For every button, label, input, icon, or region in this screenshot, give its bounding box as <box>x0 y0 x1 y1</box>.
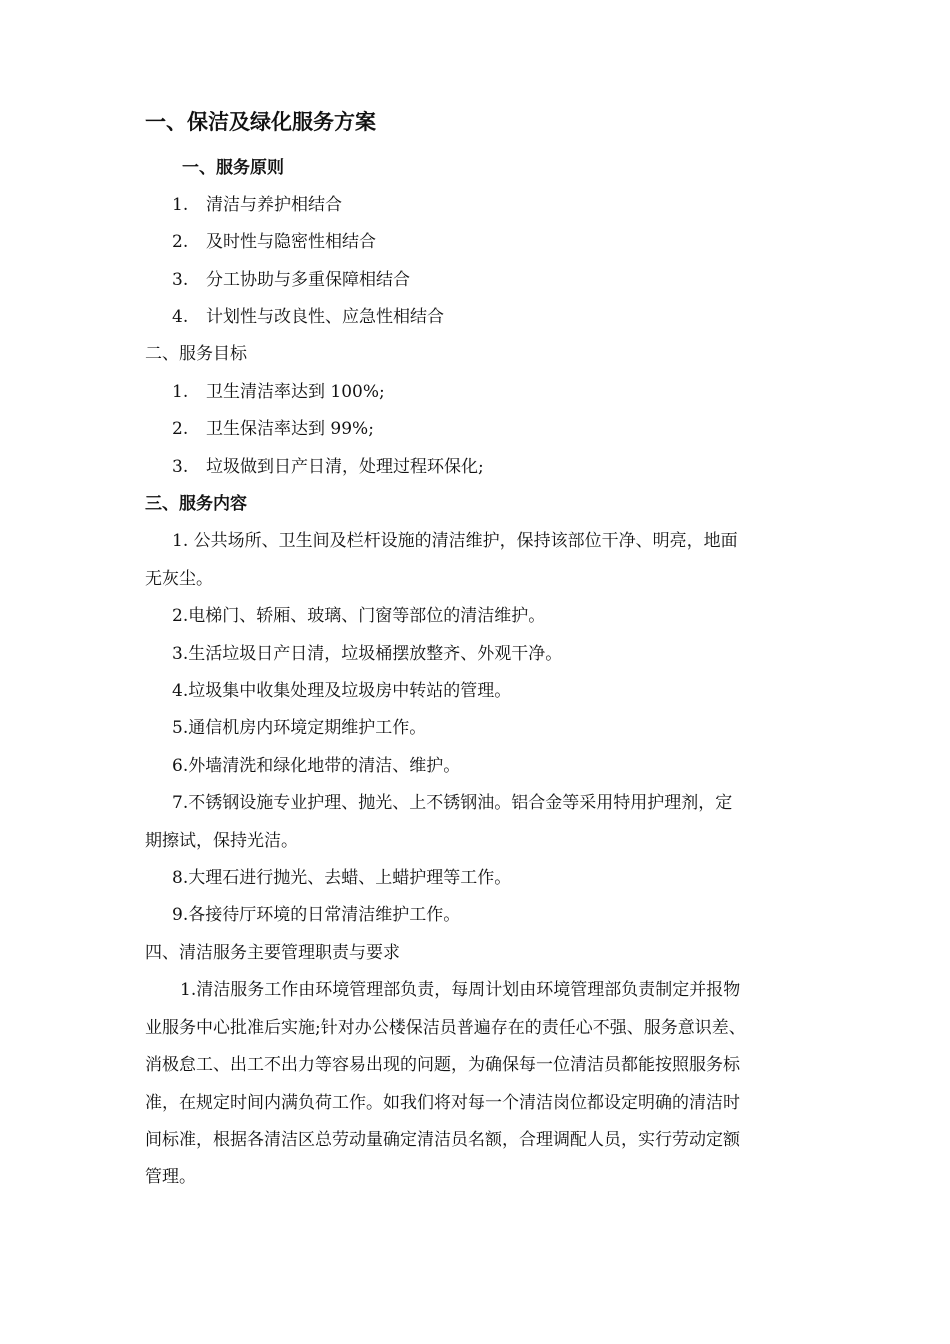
list-text: 计划性与改良性、应急性相结合 <box>206 307 444 327</box>
list-item <box>172 455 484 479</box>
list-number: 3. <box>172 270 189 290</box>
content-line: 8.大理石进行抛光、去蜡、上蜡护理等工作。 <box>172 868 512 888</box>
content-line: 9.各接待厅环境的日常清洁维护工作。 <box>172 905 461 925</box>
list-text: 及时性与隐密性相结合 <box>206 232 376 252</box>
content-line: 2.电梯门、轿厢、玻璃、门窗等部位的清洁维护。 <box>172 606 546 626</box>
paragraph-line: 消极怠工、出工不出力等容易出现的问题，为确保每一位清洁员都能按照服务标 <box>145 1055 740 1075</box>
list-item <box>172 193 342 217</box>
list-number: 2. <box>172 232 189 252</box>
paragraph-line: 管理。 <box>145 1167 196 1187</box>
list-number: 3. <box>172 457 189 477</box>
list-item <box>172 305 444 329</box>
list-item <box>172 380 385 404</box>
paragraph-line: 间标准，根据各清洁区总劳动量确定清洁员名额，合理调配人员，实行劳动定额 <box>145 1130 740 1150</box>
content-line: 1. 公共场所、卫生间及栏杆设施的清洁维护，保持该部位干净、明亮，地面 <box>172 531 738 551</box>
section-heading-content: 三、服务内容 <box>145 494 247 514</box>
content-line: 无灰尘。 <box>145 569 213 589</box>
content-line: 4.垃圾集中收集处理及垃圾房中转站的管理。 <box>172 681 512 701</box>
section-heading-goals: 二、服务目标 <box>145 344 247 364</box>
content-line: 6.外墙清洗和绿化地带的清洁、维护。 <box>172 756 461 776</box>
list-number: 1. <box>172 382 189 402</box>
list-number: 1. <box>172 195 189 215</box>
content-line: 7.不锈钢设施专业护理、抛光、上不锈钢油。铝合金等采用特用护理剂，定 <box>172 793 733 813</box>
list-item <box>172 268 410 292</box>
section-heading-duties: 四、清洁服务主要管理职责与要求 <box>145 943 400 963</box>
list-item <box>172 417 374 441</box>
section-heading-principles: 一、服务原则 <box>182 158 284 178</box>
list-number: 2. <box>172 419 189 439</box>
list-number: 4. <box>172 307 189 327</box>
list-text: 卫生保洁率达到 99%; <box>206 419 374 439</box>
content-line: 期擦试，保持光洁。 <box>145 831 298 851</box>
list-text: 分工协助与多重保障相结合 <box>206 270 410 290</box>
paragraph-line: 准，在规定时间内满负荷工作。如我们将对每一个清洁岗位都设定明确的清洁时 <box>145 1093 740 1113</box>
content-line: 5.通信机房内环境定期维护工作。 <box>172 718 427 738</box>
document-title: 一、保洁及绿化服务方案 <box>145 110 376 134</box>
list-text: 清洁与养护相结合 <box>206 195 342 215</box>
list-item <box>172 230 376 254</box>
content-line: 3.生活垃圾日产日清，垃圾桶摆放整齐、外观干净。 <box>172 644 563 664</box>
paragraph-line: 业服务中心批准后实施;针对办公楼保洁员普遍存在的责任心不强、服务意识差、 <box>145 1018 746 1038</box>
list-text: 卫生清洁率达到 100%; <box>206 382 385 402</box>
paragraph-line: 1.清洁服务工作由环境管理部负责，每周计划由环境管理部负责制定并报物 <box>180 980 741 1000</box>
list-text: 垃圾做到日产日清，处理过程环保化; <box>206 457 484 477</box>
